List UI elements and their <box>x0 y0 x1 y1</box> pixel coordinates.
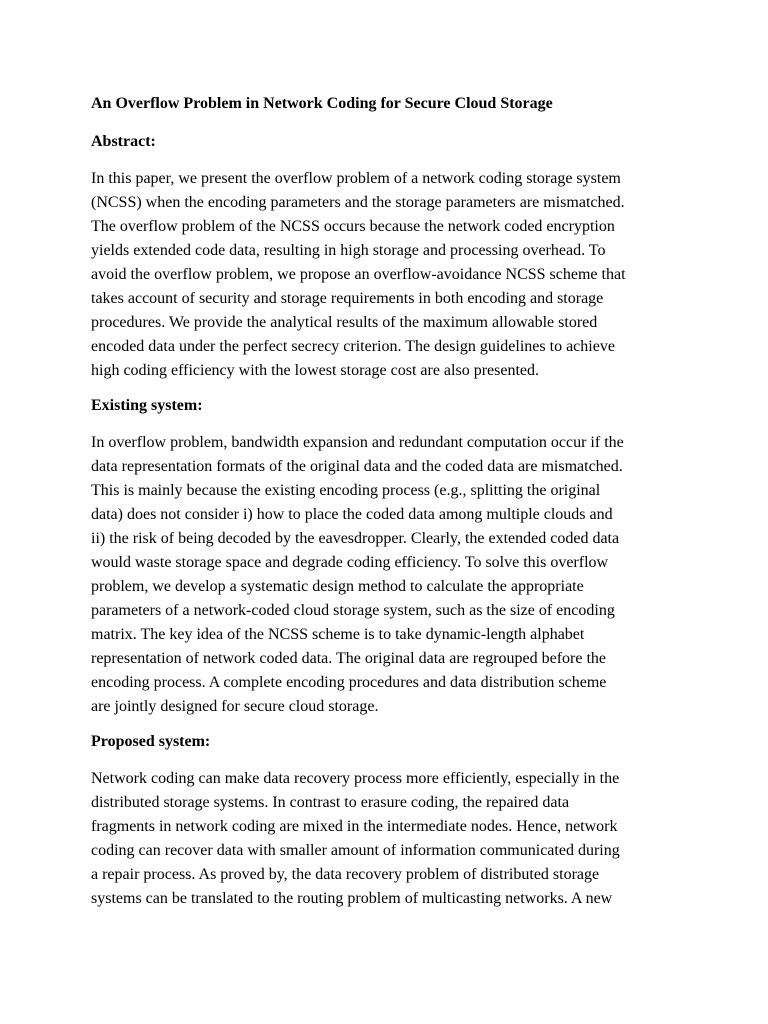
paragraph-line: would waste storage space and degrade coding efficiency. To solve this overflow <box>91 554 609 571</box>
paragraph-line: representation of network coded data. The original data are regrouped before the <box>91 650 607 667</box>
section-body-existing-system <box>91 431 691 719</box>
paragraph-line: avoid the overflow problem, we propose an overflow-avoidance NCSS scheme that <box>91 266 626 283</box>
paragraph-line: data representation formats of the original data and the coded data are mismatched. <box>91 458 623 475</box>
section-heading-proposed-system: Proposed system: <box>91 733 211 750</box>
document-content <box>91 92 691 922</box>
paragraph-line: takes account of security and storage requirements in both encoding and storage <box>91 290 604 307</box>
paragraph-line: matrix. The key idea of the NCSS scheme is to take dynamic-length alphabet <box>91 626 585 643</box>
section-existing-system <box>91 394 691 719</box>
paragraph-line: Network coding can make data recovery process more efficiently, especially in the <box>91 770 620 787</box>
paragraph-line: encoding process. A complete encoding procedures and data distribution scheme <box>91 674 607 691</box>
paragraph-line: coding can recover data with smaller amount of information communicated during <box>91 842 620 859</box>
paragraph-line: data) does not consider i) how to place the coded data among multiple clouds and <box>91 506 613 523</box>
paragraph-line: fragments in network coding are mixed in the intermediate nodes. Hence, network <box>91 818 618 835</box>
paragraph-line: are jointly designed for secure cloud storage. <box>91 698 379 715</box>
section-abstract <box>91 130 691 383</box>
paragraph-line: a repair process. As proved by, the data recovery problem of distributed storage <box>91 866 600 883</box>
section-body-proposed-system <box>91 767 691 911</box>
paragraph-line: problem, we develop a systematic design method to calculate the appropriate <box>91 578 584 595</box>
paragraph-line: yields extended code data, resulting in high storage and processing overhead. To <box>91 242 606 259</box>
paragraph-line: procedures. We provide the analytical results of the maximum allowable stored <box>91 314 598 331</box>
paragraph-line: parameters of a network-coded cloud storage system, such as the size of encoding <box>91 602 615 619</box>
section-heading-existing-system: Existing system: <box>91 397 203 414</box>
section-proposed-system <box>91 730 691 911</box>
section-heading-abstract: Abstract: <box>91 133 156 150</box>
document-title: An Overflow Problem in Network Coding for Secure Cloud Storage <box>91 95 553 112</box>
paragraph-line: In this paper, we present the overflow problem of a network coding storage system <box>91 170 621 187</box>
paragraph-line: (NCSS) when the encoding parameters and the storage parameters are mismatched. <box>91 194 625 211</box>
paragraph-line: The overflow problem of the NCSS occurs because the network coded encryption <box>91 218 615 235</box>
paragraph-line: In overflow problem, bandwidth expansion and redundant computation occur if the <box>91 434 624 451</box>
paragraph-line: This is mainly because the existing encoding process (e.g., splitting the original <box>91 482 601 499</box>
paragraph-line: ii) the risk of being decoded by the eavesdropper. Clearly, the extended coded data <box>91 530 620 547</box>
section-body-abstract <box>91 167 691 383</box>
paragraph-line: encoded data under the perfect secrecy criterion. The design guidelines to achieve <box>91 338 615 355</box>
paragraph-line: systems can be translated to the routing problem of multicasting networks. A new <box>91 890 613 907</box>
paragraph-line: distributed storage systems. In contrast to erasure coding, the repaired data <box>91 794 570 811</box>
paragraph-line: high coding efficiency with the lowest storage cost are also presented. <box>91 362 540 379</box>
